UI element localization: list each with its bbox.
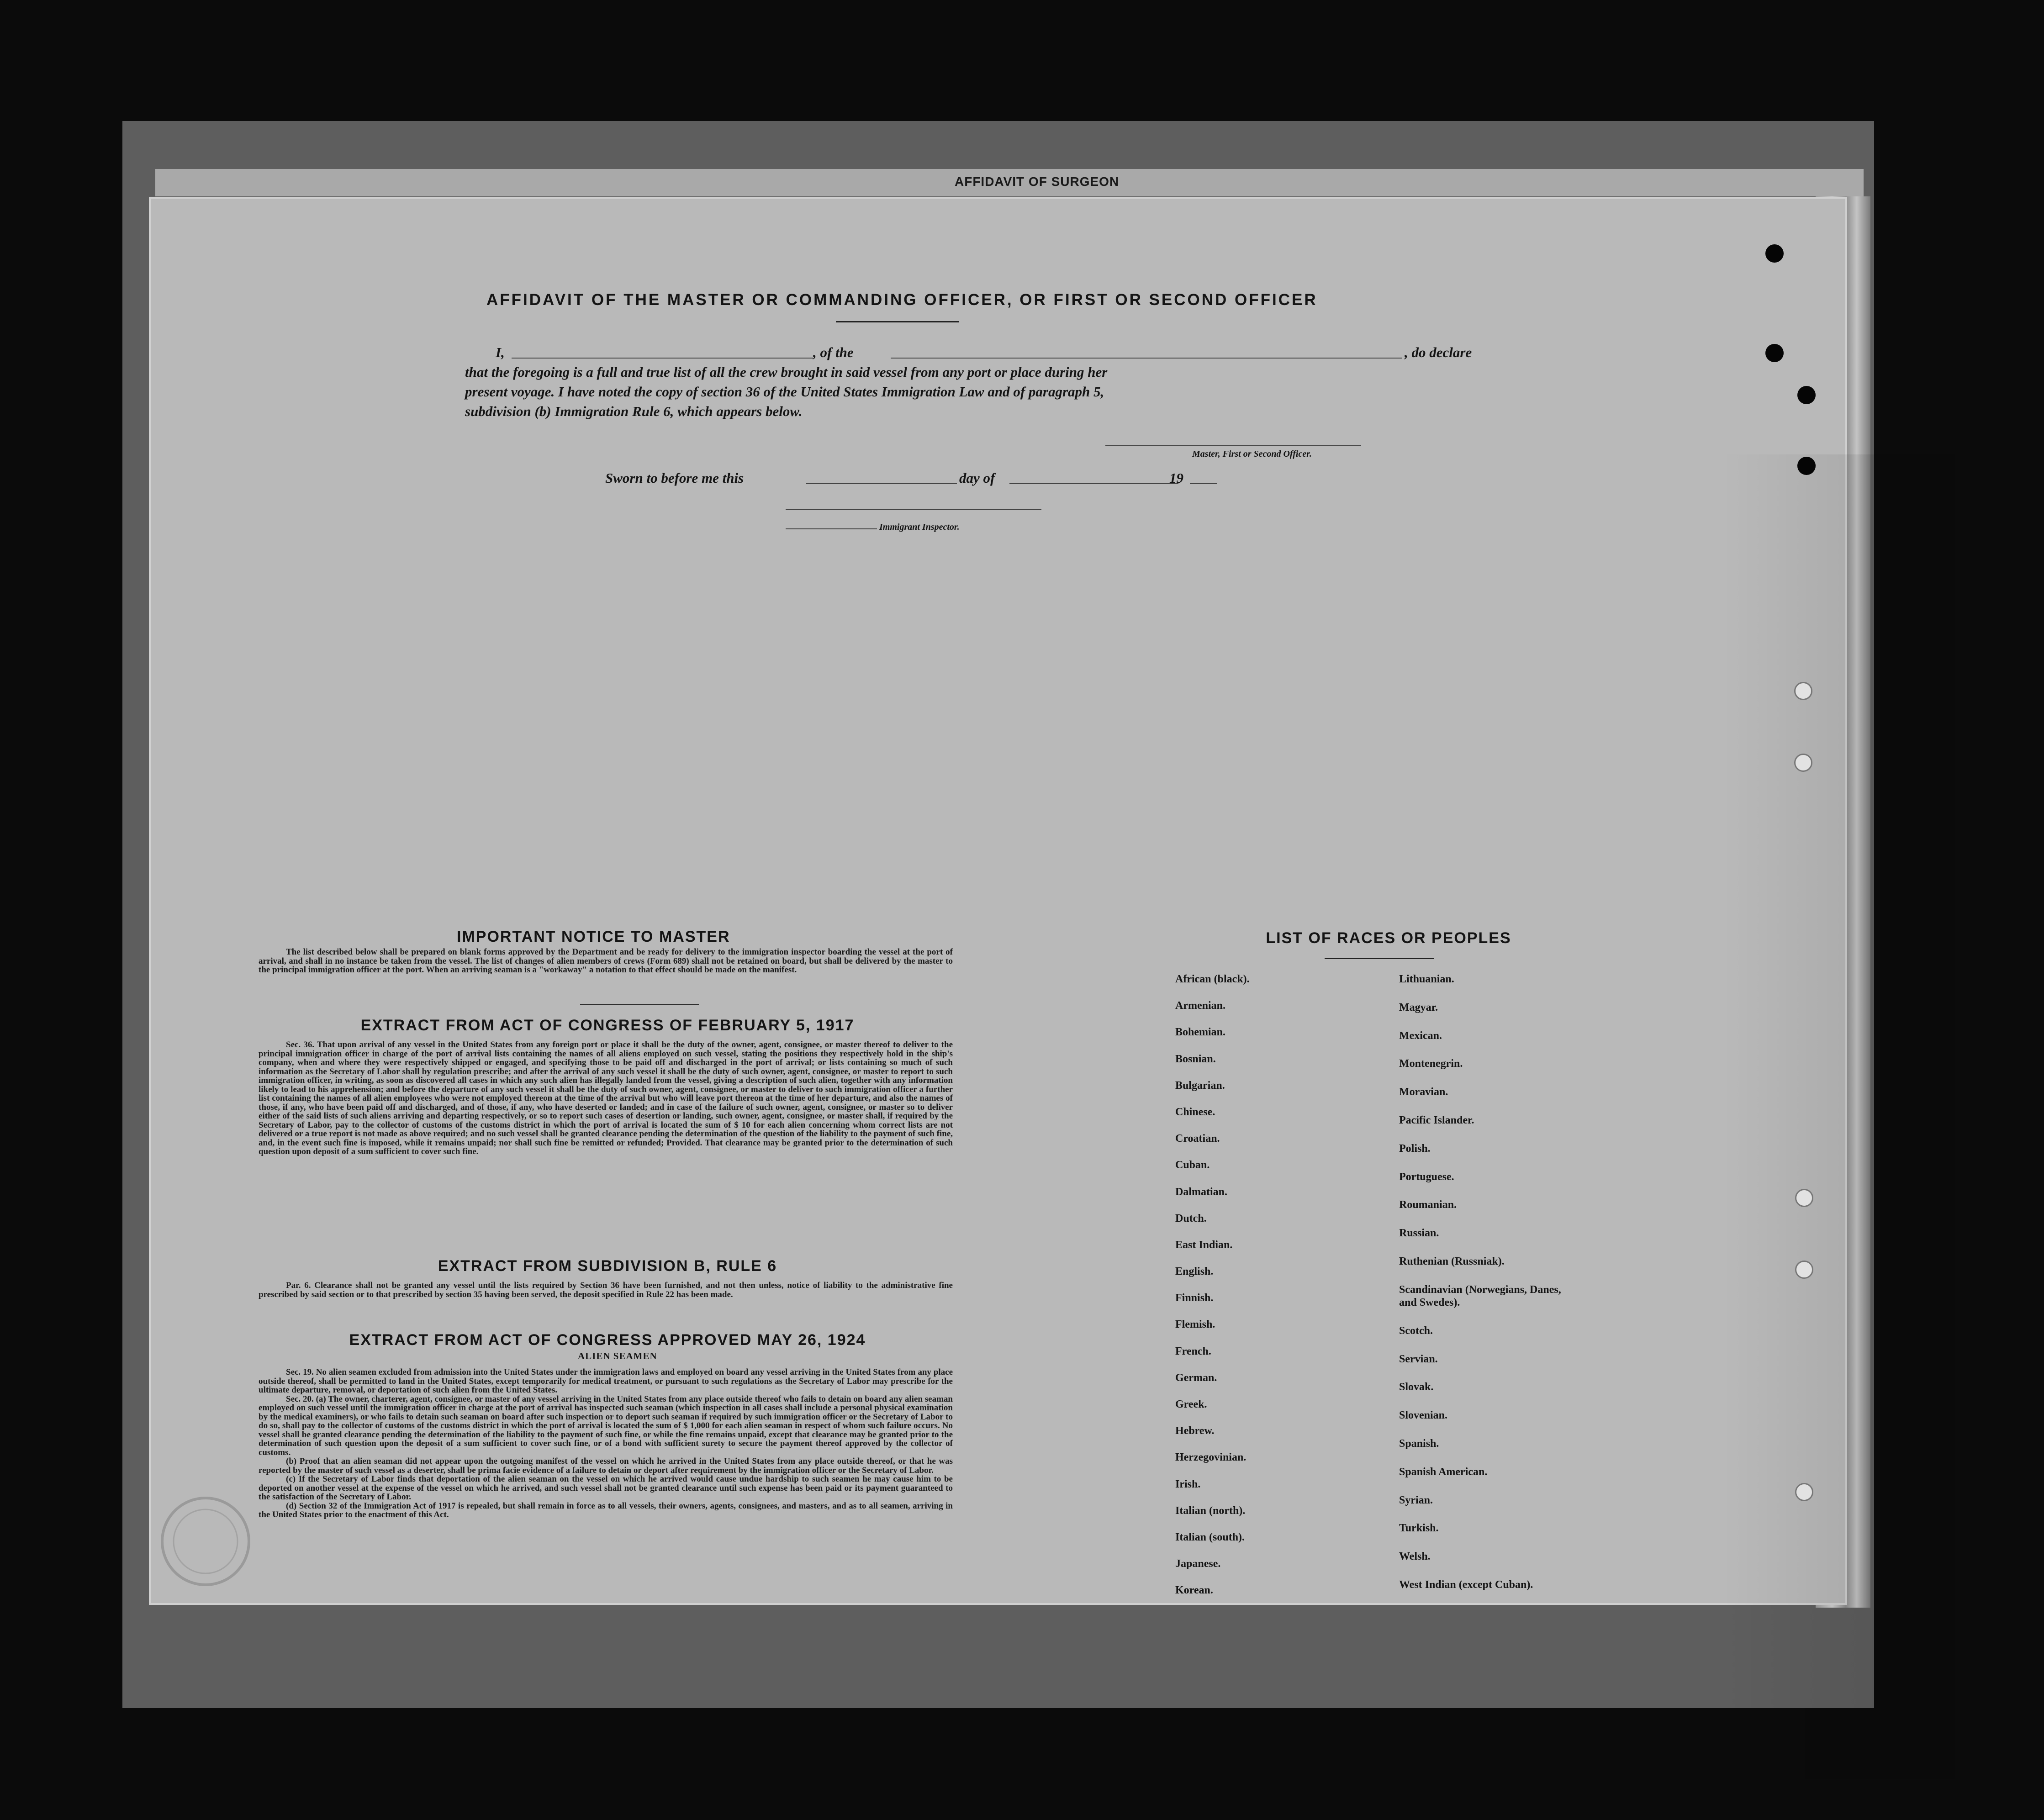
punch-hole <box>1795 1189 1813 1207</box>
sec20c-paragraph: (c) If the Secretary of Labor finds that deportation of the alien seaman on the vessel on which he arrived would cause undue hardship to such seamen he may cause him to be deported on another vessel at the expense of the vessel on which he arrived, and such vessel shall not be granted clearance until such expense has been paid or its payment guaranteed to the satisfaction of the Secretary of Labor. <box>259 1474 953 1502</box>
race-item: Servian. <box>1399 1353 1438 1365</box>
race-item: Portuguese. <box>1399 1171 1454 1183</box>
race-item: English. <box>1175 1266 1214 1278</box>
race-item: Flemish. <box>1175 1319 1215 1331</box>
race-item: Magyar. <box>1399 1001 1438 1013</box>
race-item: Italian (south). <box>1175 1531 1245 1543</box>
notice-title: IMPORTANT NOTICE TO MASTER <box>457 928 730 945</box>
extract-1917-body <box>259 1040 953 1156</box>
sec20b-paragraph: (b) Proof that an alien seaman did not appear upon the outgoing manifest of the vessel on which he arrived in the United States from any place outside thereof, or that he was reported by the master of such vessel as a deserter, shall be prima facie evidence of a failure to detain or deport after requirement by the immigration officer or the Secretary of Labor. <box>259 1456 953 1475</box>
race-item: Korean. <box>1175 1584 1213 1597</box>
race-item: Herzegovinian. <box>1175 1451 1246 1464</box>
races-left-column <box>1175 973 1413 1611</box>
year-label: 19 <box>1169 470 1183 486</box>
sec20d-paragraph: (d) Section 32 of the Immigration Act of 1917 is repealed, but shall remain in force as to all vessels, their owners, agents, consignees, and masters, and as to all seamen, arriving in the United States prior to the enactment of this Act. <box>259 1501 953 1519</box>
race-item: Bosnian. <box>1175 1053 1216 1065</box>
title-rule <box>836 321 959 322</box>
race-item: Greek. <box>1175 1398 1207 1410</box>
notice-body <box>259 948 953 975</box>
races-title: LIST OF RACES OR PEOPLES <box>1266 929 1511 947</box>
form-sheet <box>151 199 1845 1603</box>
race-item: Armenian. <box>1175 1000 1225 1012</box>
race-item: Bulgarian. <box>1175 1079 1225 1092</box>
race-item: Dalmatian. <box>1175 1186 1227 1198</box>
race-item: Polish. <box>1399 1142 1431 1155</box>
rule6-title: EXTRACT FROM SUBDIVISION B, RULE 6 <box>438 1257 777 1275</box>
race-item: Slovenian. <box>1399 1409 1448 1422</box>
signature-line[interactable] <box>1105 445 1361 446</box>
race-item: French. <box>1175 1345 1211 1357</box>
race-item: East Indian. <box>1175 1239 1233 1251</box>
extract-1924-title: EXTRACT FROM ACT OF CONGRESS APPROVED MAY 26, 1924 <box>349 1331 866 1349</box>
race-item: Chinese. <box>1175 1106 1215 1118</box>
punch-hole <box>1765 244 1784 263</box>
affidavit-line2: that the foregoing is a full and true list of all the crew brought in said vessel from any port or place during her <box>465 364 1108 380</box>
race-item: Spanish American. <box>1399 1466 1488 1478</box>
affidavit-declare: , do declare <box>1405 344 1472 360</box>
sec19-paragraph: Sec. 19. No alien seamen excluded from admission into the United States under the immigration laws and employed on board any vessel arriving in the United States from any place outside thereof, shall be permitted to land in the United States, except temporarily for medical treatment, or pursuant to such regulations as the Secretary of Labor may prescribe for the ultimate departure, removal, or deportation of such alien from the United States. <box>259 1367 953 1395</box>
race-item: African (black). <box>1175 973 1250 985</box>
sworn-month-blank[interactable] <box>1009 483 1178 484</box>
punch-hole <box>1795 1483 1813 1501</box>
race-item: Mexican. <box>1399 1029 1442 1042</box>
inspector-caption: Immigrant Inspector. <box>879 522 960 532</box>
punch-hole <box>1794 682 1812 700</box>
punch-hole <box>1765 344 1784 362</box>
race-item: Cuban. <box>1175 1159 1210 1171</box>
affidavit-title: AFFIDAVIT OF THE MASTER OR COMMANDING OFFICER, OR FIRST OR SECOND OFFICER <box>486 291 1318 309</box>
race-item: Ruthenian (Russniak). <box>1399 1255 1505 1267</box>
rule6-text: Par. 6. Clearance shall not be granted any vessel until the lists required by Section 36 have been furnished, and not then unless, notice of liability to the administrative fine prescribed by said section or to that prescribed by section 35 having been served, the deposit specified in Rule 22 has been made. <box>259 1281 953 1299</box>
extract-1917-title: EXTRACT FROM ACT OF CONGRESS OF FEBRUARY 5, 1917 <box>360 1017 855 1034</box>
rule6-body <box>259 1281 953 1299</box>
extract-1917-text: Sec. 36. That upon arrival of any vessel in the United States from any foreign port or place it shall be the duty of the owner, agent, consignee, or master thereof to deliver to the principal immigration officer in charge of the port of arrival lists containing the names of all aliens employed on such vessel, stating the positions they respectively hold in the ship's company, when and where they were respectively shipped or engaged, and specifying those to be paid off and discharged in the port of arrival; or lists containing so much of such information as the Secretary of Labor shall by regulation prescribe; and after the arrival of any such vessel it shall be the duty of such owner, agent, consignee, or master to report to such immigration officer, in writing, as soon as discovered all cases in which any such alien has illegally landed from the vessel, giving a description of such alien, together with any information likely to lead to his apprehension; and before the departure of any such vessel it shall be the duty of such owner, agent, consignee, or master to deliver to such immigration officer a further list containing the names of all alien employees who were not employed thereon at the time of the arrival but who will leave port thereon at the time of her departure, and also the names of those, if any, who have been paid off and discharged, and of those, if any, who have deserted or landed; and in case of the failure of such owner, agent, consignee, or master so to deliver either of the said lists of such aliens arriving and departing respectively, or so to report such cases of desertion or landing, such owner, agent, consignee, or master shall, if required by the Secretary of Labor, pay to the collector of customs of the customs district in which the port of arrival is located the sum of $ 10 for each alien concerning whom correct lists are not delivered or a true report is not made as above required; and no such vessel shall be granted clearance pending the determination of the question of the liability to the payment of such fine, and, in the event such fine is imposed, while it remains unpaid; nor shall such fine be remitted or refunded; Provided. That clearance may be granted prior to the determination of such question upon deposit of a sum sufficient to cover such fine. <box>259 1040 953 1156</box>
notice-text: The list described below shall be prepared on blank forms approved by the Department and be ready for delivery to the immigration inspector boarding the vessel at the port of arrival, and shall in no instance be taken from the vessel. The list of changes of alien members of crews (Form 689) shall not be retained on board, but shall be delivered by the master to the principal immigration officer at the port. When an arriving seaman is a "workaway" a notation to that effect should be made on the manifest. <box>259 947 953 975</box>
inspector-line[interactable] <box>786 509 1041 510</box>
race-item: Dutch. <box>1175 1212 1207 1224</box>
signer-caption: Master, First or Second Officer. <box>1192 449 1312 459</box>
race-item: Japanese. <box>1175 1558 1221 1570</box>
race-item: Montenegrin. <box>1399 1058 1463 1070</box>
day-of-label: day of <box>959 470 995 486</box>
affidavit-of-the: , of the <box>813 344 854 360</box>
sec20a-paragraph: Sec. 20. (a) The owner, charterer, agent, consignee, or master of any vessel arriving in the United States from any place outside thereof who fails to detain on board any alien seaman employed on such vessel until the immigration officer in charge at the port of arrival has inspected such seaman (which inspection in all cases shall include a personal physical examination by the medical examiners), or who fails to detain such seaman on board after such inspection or to deport such seaman if required by such immigration officer or the Secretary of Labor to do so, shall pay to the collector of customs of the customs district in which the port of arrival is located the sum of $ 1,000 for each alien seaman in respect of whom such failure occurs. No vessel shall be granted clearance pending the determination of the liability to the payment of such fine, or while the fine remains unpaid, except that clearance may be granted prior to the determination of such question upon the deposit of a sum sufficient to cover such fine, or of a bond with sufficient surety to secure the payment thereof approved by the collector of customs. <box>259 1394 953 1457</box>
punch-hole <box>1794 754 1812 772</box>
race-item: Hebrew. <box>1175 1425 1215 1437</box>
embossed-seal <box>151 1487 269 1596</box>
race-item: Croatian. <box>1175 1133 1220 1145</box>
race-item: Turkish. <box>1399 1522 1439 1535</box>
bleed-through-shadow <box>1722 454 1955 1779</box>
races-title-rule <box>1325 958 1434 959</box>
name-blank[interactable] <box>512 358 813 359</box>
race-item: Lithuanian. <box>1399 973 1454 985</box>
races-right-column <box>1399 973 1568 1607</box>
alien-seamen-subtitle: ALIEN SEAMEN <box>578 1350 657 1361</box>
sworn-label: Sworn to before me this <box>605 470 744 486</box>
punch-hole <box>1795 1261 1813 1279</box>
inspector-line-left <box>786 528 877 529</box>
race-item: Roumanian. <box>1399 1199 1457 1211</box>
race-item: Bohemian. <box>1175 1026 1226 1039</box>
race-item: Moravian. <box>1399 1086 1448 1098</box>
race-item: German. <box>1175 1372 1217 1384</box>
back-sheet-title: AFFIDAVIT OF SURGEON <box>955 174 1120 189</box>
sworn-day-blank[interactable] <box>806 483 957 484</box>
extract-1924-body <box>259 1368 953 1519</box>
race-item: Scandinavian (Norwegians, Danes, and Swedes). <box>1399 1283 1561 1308</box>
race-item: Syrian. <box>1399 1494 1433 1506</box>
affidavit-i: I, <box>496 344 505 360</box>
race-item: Italian (north). <box>1175 1504 1246 1517</box>
race-item: Pacific Islander. <box>1399 1114 1474 1126</box>
race-item: Irish. <box>1175 1478 1201 1490</box>
vessel-blank[interactable] <box>891 358 1402 359</box>
race-item: West Indian (except Cuban). <box>1399 1578 1533 1591</box>
punch-hole <box>1797 386 1816 404</box>
race-item: Welsh. <box>1399 1551 1431 1563</box>
year-blank[interactable] <box>1190 483 1217 484</box>
punch-hole <box>1797 457 1816 475</box>
notice-rule <box>580 1004 699 1005</box>
race-item: Russian. <box>1399 1227 1439 1240</box>
race-item: Finnish. <box>1175 1292 1214 1304</box>
race-item: Scotch. <box>1399 1324 1433 1337</box>
affidavit-line4: subdivision (b) Immigration Rule 6, which appears below. <box>465 403 803 419</box>
race-item: Slovak. <box>1399 1381 1434 1393</box>
race-item: Spanish. <box>1399 1437 1439 1450</box>
affidavit-line3: present voyage. I have noted the copy of section 36 of the United States Immigration Law and of paragraph 5, <box>465 384 1104 400</box>
